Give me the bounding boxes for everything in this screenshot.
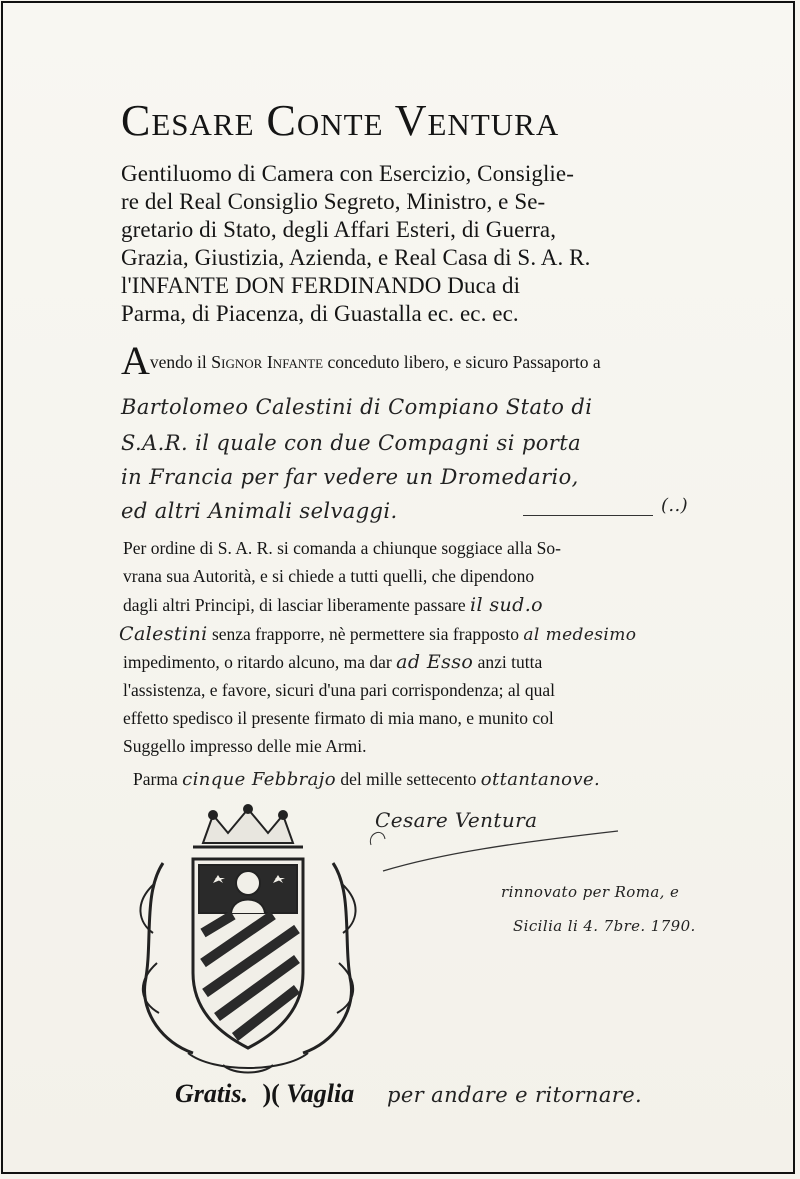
- order-hand-1: il sud.o: [469, 594, 543, 616]
- drop-cap: A: [121, 338, 150, 383]
- signature: Cesare Ventura: [375, 808, 538, 832]
- intro-text-a: vendo il: [149, 352, 212, 372]
- order-line-5: [123, 651, 542, 673]
- footer-gratis: Gratis.: [175, 1079, 248, 1108]
- header-line-5: l'INFANTE DON FERDINANDO Duca di: [121, 273, 521, 298]
- header-line-1: Gentiluomo di Camera con Esercizio, Consiglie-: [121, 161, 574, 186]
- date-text: del mille settecento: [340, 769, 477, 789]
- fill-line: [523, 515, 653, 516]
- header-line-2: re del Real Consiglio Segreto, Ministro, e Se-: [121, 189, 546, 214]
- place-text: Parma: [133, 769, 178, 789]
- footer-hand: per andare e ritornare.: [387, 1083, 643, 1107]
- hand-mark: (..): [661, 495, 689, 516]
- date-line: [133, 769, 600, 790]
- bearer-line-4: ed altri Animali selvaggi.: [121, 499, 398, 523]
- bearer-line-3: in Francia per far vedere un Dromedario,: [121, 465, 579, 489]
- intro-signor: Signor Infante: [211, 352, 324, 372]
- document-title: Cesare Conte Ventura: [121, 96, 560, 145]
- header-line-6: Parma, di Piacenza, di Guastalla ec. ec. ec.: [121, 301, 519, 326]
- passport-document: [1, 1, 795, 1174]
- date-hand-1: cinque Febbrajo: [182, 769, 336, 790]
- renewal-line-1: rinnovato per Roma, e: [501, 883, 680, 901]
- footer-mark: )(: [262, 1079, 280, 1108]
- intro-text-b: conceduto libero, e sicuro Passaporto a: [323, 352, 601, 372]
- order-line-4-text: senza frapporre, nè permettere sia frapposto: [211, 624, 520, 644]
- bearer-line-2: S.A.R. il quale con due Compagni si porta: [121, 431, 582, 455]
- header-line-4: Grazia, Giustizia, Azienda, e Real Casa di S. A. R.: [121, 245, 591, 270]
- order-line-8: Suggello impresso delle mie Armi.: [123, 736, 367, 756]
- renewal-line-2: Sicilia li 4. 7bre. 1790.: [513, 917, 696, 935]
- order-line-5-hand: ad Esso: [396, 651, 474, 673]
- footer-line: [175, 1079, 354, 1109]
- order-line-5-text-b: anzi tutta: [477, 652, 543, 672]
- order-line-5-text-a: impedimento, o ritardo alcuno, ma dar: [123, 652, 392, 672]
- order-line-4-hand2: al medesimo: [523, 625, 637, 645]
- intro-line: [121, 338, 601, 383]
- order-line-3-text: dagli altri Principi, di lasciar liberamente passare: [123, 595, 466, 615]
- order-line-7: effetto spedisco il presente firmato di mia mano, e munito col: [123, 708, 554, 728]
- header-line-3: gretario di Stato, degli Affari Esteri, di Guerra,: [121, 217, 557, 242]
- date-hand-2: ottantanove.: [480, 769, 601, 790]
- order-line-4: [119, 623, 636, 645]
- order-line-2: vrana sua Autorità, e si chiede a tutti quelli, che dipendono: [123, 566, 535, 586]
- signature-flourish: [363, 823, 643, 883]
- order-line-6: l'assistenza, e favore, sicuri d'una pari corrispondenza; al qual: [123, 680, 555, 700]
- order-line-4-hand: Calestini: [119, 623, 208, 645]
- bearer-line-1: Bartolomeo Calestini di Compiano Stato di: [121, 395, 593, 419]
- order-line-1: Per ordine di S. A. R. si comanda a chiunque soggiace alla So-: [123, 538, 561, 558]
- order-line-3: [123, 594, 543, 616]
- footer-vaglia: Vaglia: [286, 1079, 355, 1108]
- coat-of-arms-icon: [133, 803, 363, 1078]
